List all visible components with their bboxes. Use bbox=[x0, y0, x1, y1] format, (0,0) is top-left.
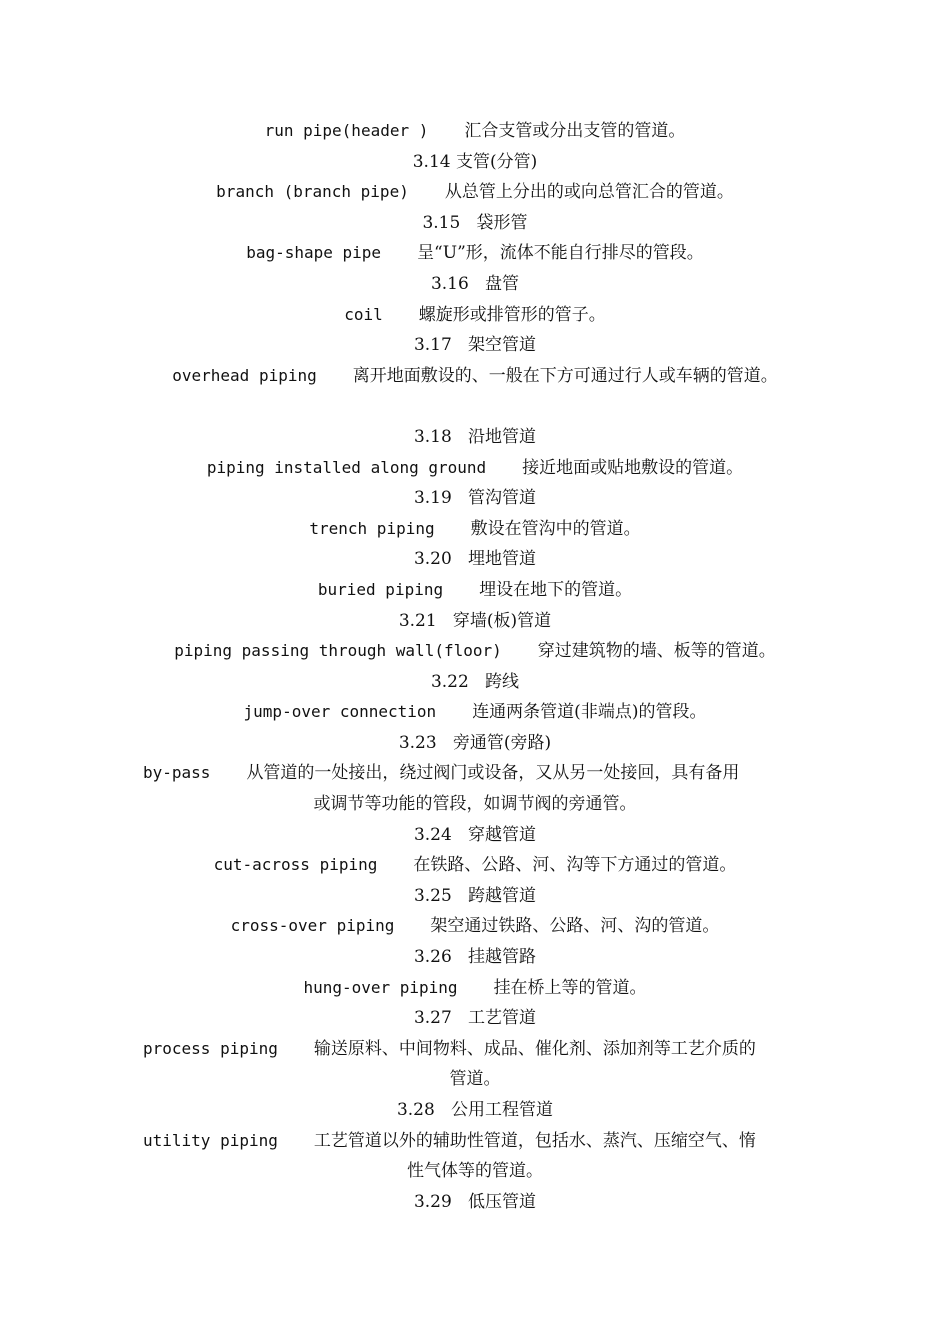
section-heading: 3.18 沿地管道 bbox=[413, 426, 537, 447]
document-page bbox=[0, 116, 950, 1217]
definition-line bbox=[0, 973, 950, 1004]
definition-line bbox=[0, 636, 950, 667]
term-english: jump-over connection bbox=[243, 702, 437, 722]
section-heading: 3.16 盘管 bbox=[430, 273, 520, 294]
definition-line bbox=[0, 177, 950, 208]
section-heading: 3.19 管沟管道 bbox=[413, 488, 537, 509]
section-heading: 3.29 低压管道 bbox=[413, 1191, 537, 1212]
term-definition: 工艺管道以外的辅助性管道，包括水、蒸汽、压缩空气、惰 bbox=[313, 1130, 756, 1151]
definition-line bbox=[0, 361, 950, 392]
term-definition: 输送原料、中间物料、成品、催化剂、添加剂等工艺介质的 bbox=[313, 1038, 756, 1059]
term-definition: 从总管上分出的或向总管汇合的管道。 bbox=[444, 182, 734, 203]
blank-line bbox=[0, 391, 950, 422]
definition-line bbox=[0, 238, 950, 269]
term-english: overhead piping bbox=[172, 365, 317, 385]
term-definition: 离开地面敷设的、一般在下方可通过行人或车辆的管道。 bbox=[352, 365, 778, 386]
definition-line bbox=[0, 575, 950, 606]
definition-line bbox=[0, 300, 950, 331]
term-definition: 穿过建筑物的墙、板等的管道。 bbox=[537, 641, 776, 662]
term-english: piping passing through wall(floor) bbox=[174, 641, 502, 661]
section-heading: 3.23 旁通管(旁路) bbox=[398, 732, 552, 753]
term-definition: 接近地面或贴地敷设的管道。 bbox=[522, 457, 744, 478]
term-english: hung-over piping bbox=[303, 977, 458, 997]
term-definition: 埋设在地下的管道。 bbox=[479, 579, 633, 600]
section-heading: 3.14 支管(分管) bbox=[412, 151, 538, 172]
definition-line bbox=[0, 850, 950, 881]
definition-line bbox=[0, 911, 950, 942]
term-english: coil bbox=[344, 304, 383, 324]
term-definition: 呈“U”形，流体不能自行排尽的管段。 bbox=[417, 243, 704, 264]
section-heading: 3.21 穿墙(板)管道 bbox=[398, 610, 552, 631]
definition-continuation: 或调节等功能的管段，如调节阀的旁通管。 bbox=[313, 794, 637, 815]
term-definition: 在铁路、公路、河、沟等下方通过的管道。 bbox=[413, 855, 737, 876]
term-definition: 螺旋形或排管形的管子。 bbox=[418, 304, 606, 325]
term-english: buried piping bbox=[317, 579, 444, 599]
section-heading: 3.27 工艺管道 bbox=[413, 1008, 537, 1029]
section-heading: 3.17 架空管道 bbox=[413, 335, 537, 356]
term-definition: 敷设在管沟中的管道。 bbox=[470, 518, 641, 539]
definition-line bbox=[0, 514, 950, 545]
section-heading: 3.28 公用工程管道 bbox=[396, 1100, 554, 1120]
term-definition: 汇合支管或分出支管的管道。 bbox=[464, 121, 686, 141]
term-english: branch (branch pipe) bbox=[216, 182, 409, 202]
definition-line bbox=[0, 453, 950, 484]
term-definition: 从管道的一处接出，绕过阀门或设备，又从另一处接回，具有备用 bbox=[246, 763, 740, 784]
term-english: by-pass bbox=[143, 763, 211, 783]
definition-line bbox=[0, 758, 808, 789]
term-definition: 架空通过铁路、公路、河、沟的管道。 bbox=[430, 916, 720, 937]
term-english: cross-over piping bbox=[230, 916, 395, 936]
section-heading: 3.24 穿越管道 bbox=[413, 824, 537, 845]
term-english: utility piping bbox=[143, 1130, 278, 1150]
definition-line bbox=[0, 1126, 808, 1157]
term-english: cut-across piping bbox=[213, 855, 378, 875]
section-heading: 3.22 跨线 bbox=[430, 671, 520, 692]
term-english: process piping bbox=[143, 1038, 278, 1058]
section-heading: 3.20 埋地管道 bbox=[413, 549, 537, 570]
term-english: trench piping bbox=[309, 518, 435, 538]
definition-continuation: 性气体等的管道。 bbox=[407, 1161, 543, 1182]
definition-continuation: 管道。 bbox=[449, 1069, 501, 1090]
definition-line bbox=[0, 1034, 808, 1065]
section-heading: 3.26 挂越管路 bbox=[413, 947, 537, 968]
section-heading: 3.15 袋形管 bbox=[422, 212, 528, 233]
definition-line bbox=[0, 116, 950, 147]
section-heading: 3.25 跨越管道 bbox=[413, 885, 537, 906]
term-english: run pipe(header ) bbox=[264, 121, 429, 140]
term-english: piping installed along ground bbox=[206, 457, 487, 477]
term-definition: 连通两条管道(非端点)的管段。 bbox=[472, 702, 707, 723]
term-english: bag-shape pipe bbox=[246, 243, 382, 263]
definition-line bbox=[0, 697, 950, 728]
term-definition: 挂在桥上等的管道。 bbox=[493, 977, 647, 998]
